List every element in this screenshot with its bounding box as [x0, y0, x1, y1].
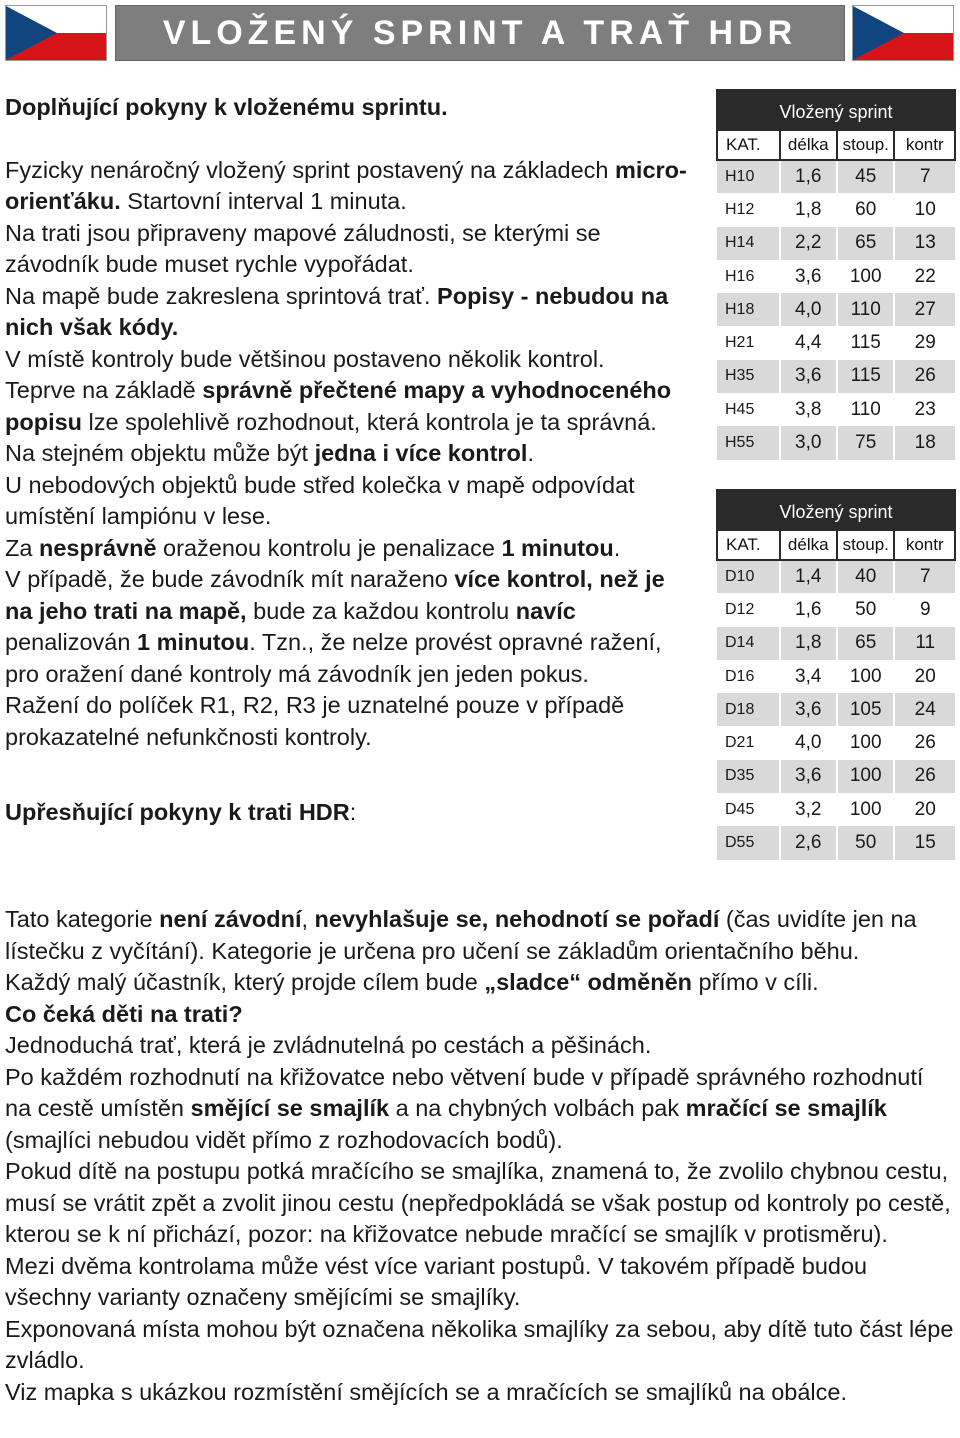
cell-controls: 18	[894, 426, 955, 459]
cell-controls: 26	[894, 760, 955, 793]
cell-length: 3,6	[780, 260, 837, 293]
cell-category: H55	[717, 426, 780, 459]
column-header-category: KAT.	[717, 130, 780, 160]
table-row	[717, 726, 955, 759]
cell-length: 1,8	[780, 193, 837, 226]
cell-climb: 115	[837, 326, 894, 359]
cell-controls: 23	[894, 393, 955, 426]
paragraph-hdr-course: Jednoduchá trať, která je zvládnutelná po cestách a pěšinách.	[5, 1032, 652, 1058]
paragraph-traps: Na trati jsou připraveny mapové záludnosti, se kterými se závodník bude muset rychle vypořádat.	[5, 219, 601, 277]
cell-category: D10	[717, 560, 780, 593]
table-row	[717, 326, 955, 359]
table-row	[717, 193, 955, 226]
cell-climb: 65	[837, 227, 894, 260]
cell-length: 1,6	[780, 593, 837, 626]
paragraph-hdr-category: Tato kategorie není závodní, nevyhlašuje se, nehodnotí se pořadí (čas uvidíte jen na lístečku z vyčítání). Kategorie je určena pro učení se základům orientačního běhu.	[5, 906, 917, 964]
cell-category: D21	[717, 726, 780, 759]
cell-length: 3,8	[780, 393, 837, 426]
cell-controls: 20	[894, 793, 955, 826]
table-row	[717, 360, 955, 393]
table-row	[717, 793, 955, 826]
column-header-length: délka	[780, 130, 837, 160]
paragraph-correct-map: Teprve na základě správně přečtené mapy a vyhodnoceného popisu lze spolehlivě rozhodnout, která kontrola je ta správná.	[5, 377, 672, 435]
cell-controls: 9	[894, 593, 955, 626]
cell-length: 3,0	[780, 426, 837, 459]
cell-category: D18	[717, 693, 780, 726]
cell-category: H18	[717, 293, 780, 326]
column-header-controls: kontr	[894, 130, 955, 160]
cell-length: 2,2	[780, 227, 837, 260]
table-row	[717, 426, 955, 459]
cell-category: H12	[717, 193, 780, 226]
cell-climb: 110	[837, 293, 894, 326]
cell-length: 1,6	[780, 160, 837, 193]
cell-controls: 26	[894, 726, 955, 759]
column-header-length: délka	[780, 530, 837, 560]
cell-climb: 50	[837, 593, 894, 626]
cell-climb: 100	[837, 660, 894, 693]
paragraph-hdr-wrong-way: Pokud dítě na postupu potká mračícího se smajlíka, znamená to, že zvolilo chybnou cestu, musí se vrátit zpět a zvolit jinou cestu (nepředpokládá se však postup od kontroly po cestě, kterou se k ní přichází, pozor: na křižovatce nebude mračící se smajlík v protisměru).	[5, 1158, 951, 1247]
cell-length: 4,0	[780, 726, 837, 759]
table-men-body	[717, 160, 955, 460]
cell-category: H16	[717, 260, 780, 293]
cell-length: 3,2	[780, 793, 837, 826]
cell-controls: 7	[894, 560, 955, 593]
cell-controls: 11	[894, 627, 955, 660]
table-row	[717, 627, 955, 660]
paragraph-circle-center: U nebodových objektů bude střed kolečka v mapě odpovídat umístění lampiónu v lese.	[5, 471, 635, 529]
paragraph-hdr-map-note: Viz mapka s ukázkou rozmístění smějících se a mračících se smajlíků na obálce.	[5, 1378, 847, 1405]
cell-controls: 22	[894, 260, 955, 293]
hdr-question: Co čeká děti na trati?	[5, 1000, 243, 1027]
paragraph-map: Na mapě bude zakreslena sprintová trať. Popisy - nebudou na nich však kódy.	[5, 282, 669, 340]
column-header-category: KAT.	[717, 530, 780, 560]
cell-length: 3,4	[780, 660, 837, 693]
cell-length: 3,6	[780, 693, 837, 726]
cell-category: H21	[717, 326, 780, 359]
column-header-climb: stoup.	[837, 530, 894, 560]
cell-controls: 10	[894, 193, 955, 226]
cell-category: H35	[717, 360, 780, 393]
cell-climb: 100	[837, 760, 894, 793]
title-banner	[115, 5, 845, 61]
table-row	[717, 293, 955, 326]
paragraph-hdr-reward: Každý malý účastník, který projde cílem bude „sladce“ odměněn přímo v cíli.	[5, 969, 819, 995]
cell-controls: 15	[894, 826, 955, 859]
cell-controls: 13	[894, 227, 955, 260]
paragraph-hdr-variants: Mezi dvěma kontrolama může vést více variant postupů. V takovém případě budou všechny varianty označeny smějícími se smajlíky.	[5, 1252, 868, 1310]
paragraph-penalty: Za nesprávně oraženou kontrolu je penalizace 1 minutou.	[5, 534, 621, 561]
table-row	[717, 393, 955, 426]
column-header-controls: kontr	[894, 530, 955, 560]
paragraph-controls: V místě kontroly bude většinou postaveno několik kontrol.	[5, 345, 605, 372]
cell-category: D35	[717, 760, 780, 793]
sprint-instructions	[5, 92, 695, 829]
cell-controls: 27	[894, 293, 955, 326]
cell-category: D55	[717, 826, 780, 859]
cell-climb: 100	[837, 726, 894, 759]
cell-climb: 75	[837, 426, 894, 459]
cell-length: 2,6	[780, 826, 837, 859]
table-row	[717, 560, 955, 593]
page-title: VLOŽENÝ SPRINT A TRAŤ HDR	[162, 13, 798, 52]
cell-category: D12	[717, 593, 780, 626]
cell-climb: 65	[837, 627, 894, 660]
cell-category: D45	[717, 793, 780, 826]
table-row	[717, 826, 955, 859]
czech-flag-right	[852, 5, 954, 61]
paragraph-extra-punches: V případě, že bude závodník mít naraženo více kontrol, než je na jeho trati na mapě, bude za každou kontrolu navíc penalizován 1 minutou. Tzn., že nelze provést opravné ražení, pro oražení dané kontroly má závodník jen jeden pokus.	[5, 566, 665, 687]
table-men-title: Vložený sprint	[717, 90, 955, 130]
cell-length: 3,6	[780, 360, 837, 393]
paragraph-backup-punch: Ražení do políček R1, R2, R3 je uznatelné pouze v případě prokazatelné nefunkčnosti kontroly.	[5, 692, 625, 750]
cell-climb: 60	[837, 193, 894, 226]
paragraph-hdr-exposed: Exponovaná místa mohou být označena několika smajlíky za sebou, aby dítě tuto část lépe zvládlo.	[5, 1315, 954, 1373]
cell-climb: 45	[837, 160, 894, 193]
paragraph-hdr-smileys: Po každém rozhodnutí na křižovatce nebo větvení bude v případě správného rozhodnutí na cestě umístěn smějící se smajlík a na chybných volbách pak mračící se smajlík (smajlíci nebudou vidět přímo z rozhodovacích bodů).	[5, 1063, 924, 1153]
cell-length: 4,4	[780, 326, 837, 359]
cell-category: H10	[717, 160, 780, 193]
paragraph-intro: Fyzicky nenáročný vložený sprint postavený na základech micro-orienťáku. Startovní interval 1 minuta.	[5, 156, 687, 214]
sprint-heading: Doplňující pokyny k vloženému sprintu.	[5, 94, 448, 120]
table-men	[716, 89, 956, 460]
table-row	[717, 660, 955, 693]
cell-length: 1,4	[780, 560, 837, 593]
cell-category: H14	[717, 227, 780, 260]
hdr-heading: Upřesňující pokyny k trati HDR:	[5, 799, 357, 825]
czech-flag-left	[5, 5, 107, 61]
cell-length: 1,8	[780, 627, 837, 660]
cell-category: D16	[717, 660, 780, 693]
cell-length: 3,6	[780, 760, 837, 793]
cell-controls: 29	[894, 326, 955, 359]
table-women-title: Vložený sprint	[717, 490, 955, 530]
cell-controls: 7	[894, 160, 955, 193]
table-row	[717, 227, 955, 260]
cell-category: H45	[717, 393, 780, 426]
cell-length: 4,0	[780, 293, 837, 326]
cell-climb: 40	[837, 560, 894, 593]
cell-climb: 100	[837, 260, 894, 293]
cell-climb: 115	[837, 360, 894, 393]
cell-controls: 20	[894, 660, 955, 693]
cell-climb: 100	[837, 793, 894, 826]
table-women	[716, 489, 956, 860]
hdr-instructions	[5, 904, 955, 1408]
table-women-body	[717, 560, 955, 860]
paragraph-same-object: Na stejném objektu může být jedna i více kontrol.	[5, 440, 534, 466]
table-row	[717, 760, 955, 793]
cell-controls: 26	[894, 360, 955, 393]
cell-climb: 50	[837, 826, 894, 859]
column-header-climb: stoup.	[837, 130, 894, 160]
cell-category: D14	[717, 627, 780, 660]
table-row	[717, 260, 955, 293]
table-row	[717, 693, 955, 726]
cell-climb: 105	[837, 693, 894, 726]
cell-controls: 24	[894, 693, 955, 726]
table-row	[717, 160, 955, 193]
cell-climb: 110	[837, 393, 894, 426]
table-row	[717, 593, 955, 626]
